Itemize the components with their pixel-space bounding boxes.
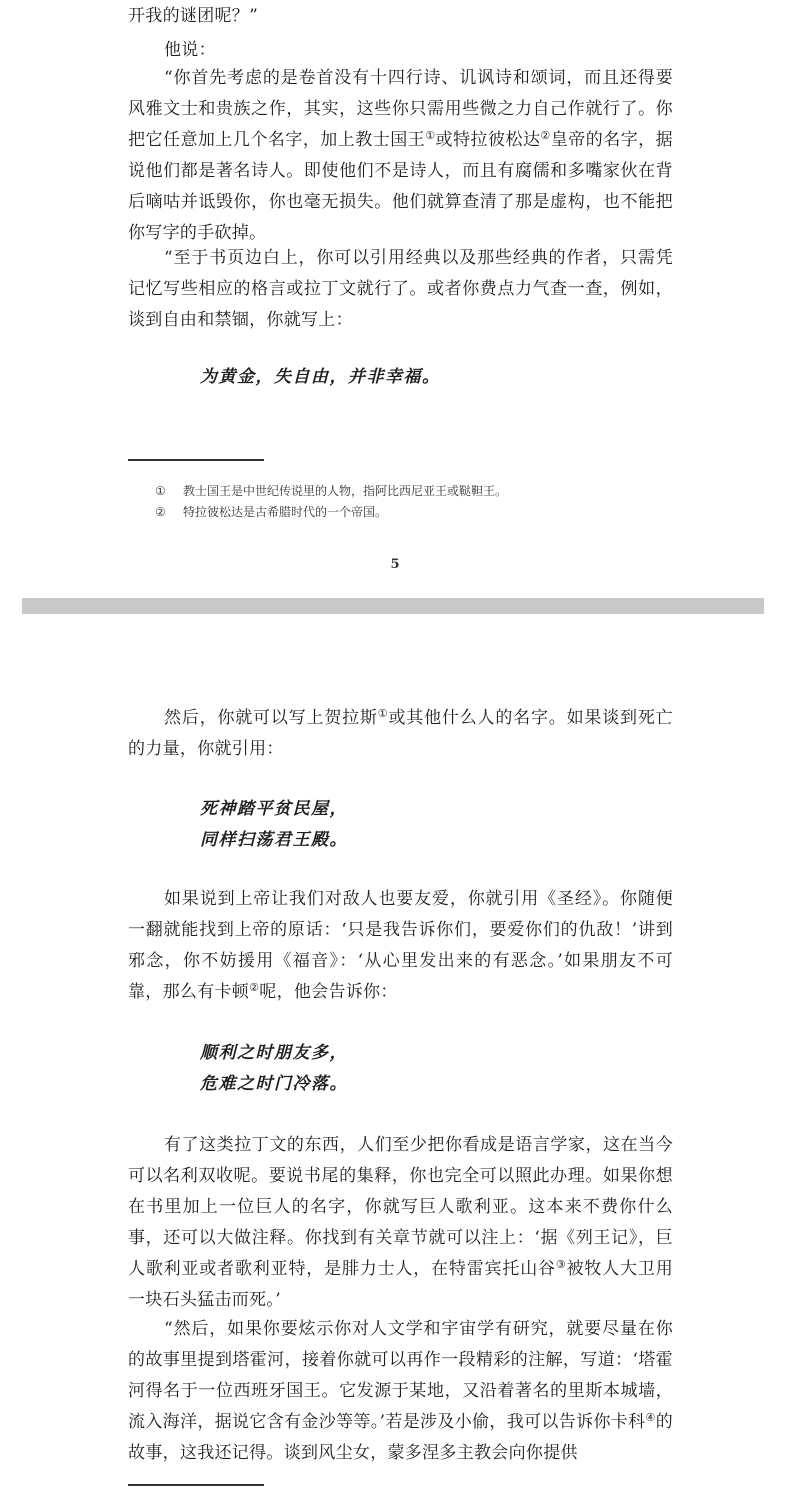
paragraph: 有了这类拉丁文的东西，人们至少把你看成是语言学家，这在当今可以名利双收呢。要说书尾的集释，你也完全可以照此办理。如果你想在书里加上一位巨人的名字，你就写巨人歌利亚。这本来不费你什么事，还可以大做注释。你找到有关章节就可以注上：‘据《列王记》，巨人歌利亚或者歌利亚特，是腓力士人，在特雷宾托山谷③被牧人大卫用一块石头猛击而死。’ bbox=[128, 1135, 673, 1310]
page-separator bbox=[22, 598, 764, 614]
page-bottom bbox=[0, 614, 790, 1500]
footnote-ref: ① bbox=[377, 707, 389, 720]
footnote-divider bbox=[128, 1484, 264, 1486]
paragraph: “然后，如果你要炫示你对人文学和宇宙学有研究，就要尽量在你的故事里提到塔霍河，接着你就可以再作一段精彩的注解，写道：‘塔霍河得名于一位西班牙国王。它发源于某地，又沿着著名的里斯本城墙，流入海洋，据说它含有金沙等等。’若是涉及小偷，我可以告诉你卡科④的故事，这我还记得。谈到风尘女，蒙多涅多主教会向你提供 bbox=[128, 1319, 673, 1463]
paragraph: 如果说到上帝让我们对敌人也要友爱，你就引用《圣经》。你随便一翻就能找到上帝的原话：‘只是我告诉你们，要爱你们的仇敌！’讲到邪念，你不妨援用《福音》：‘从心里发出来的有恶念。’如果朋友不可靠，那么有卡顿②呢，他会告诉你： bbox=[128, 889, 673, 1002]
paragraph: “你首先考虑的是卷首没有十四行诗、讥讽诗和颂词，而且还得要风雅文士和贵族之作，其实，这些你只需用些微之力自己作就行了。你把它任意加上几个名字，加上教士国王①或特拉彼松达②皇帝的名字，据说他们都是著名诗人。即使他们不是诗人，而且有腐儒和多嘴家伙在背后嘀咕并诋毁你，你也毫无损失。他们就算查清了那是虚构，也不能把你写字的手砍掉。 bbox=[128, 68, 673, 243]
footnote-divider bbox=[128, 459, 264, 461]
quote: 为黄金，失自由，并非幸福。 bbox=[200, 367, 441, 387]
verse bbox=[200, 1038, 348, 1100]
verse-line: 顺利之时朋友多， bbox=[200, 1043, 348, 1063]
verse-line: 危难之时门冷落。 bbox=[200, 1074, 348, 1094]
text-line: 开我的谜团呢？” bbox=[128, 6, 259, 26]
footnote: ② 特拉彼松达是古希腊时代的一个帝国。 bbox=[155, 505, 388, 519]
verse-line: 同样扫荡君王殿。 bbox=[200, 830, 348, 850]
verse bbox=[200, 794, 348, 856]
text-line: 他说： bbox=[164, 40, 216, 60]
paragraph: 然后，你就可以写上贺拉斯①或其他什么人的名字。如果谈到死亡的力量，你就引用： bbox=[128, 707, 673, 759]
footnote-ref: ② bbox=[540, 129, 551, 142]
page-number: 5 bbox=[390, 557, 400, 572]
verse-line: 死神踏平贫民屋， bbox=[200, 799, 348, 819]
footnote: ① 教士国王是中世纪传说里的人物，指阿比西尼亚王或鞑靼王。 bbox=[155, 484, 508, 498]
footnote-ref: ② bbox=[249, 981, 260, 994]
footnote-ref: ① bbox=[425, 129, 436, 142]
page-top bbox=[0, 0, 790, 598]
paragraph: “至于书页边白上，你可以引用经典以及那些经典的作者，只需凭记忆写些相应的格言或拉丁文就行了。或者你费点力气查一查，例如，谈到自由和禁锢，你就写上： bbox=[128, 248, 673, 330]
footnote-ref: ③ bbox=[555, 1258, 567, 1271]
footnote-ref: ④ bbox=[645, 1411, 656, 1424]
